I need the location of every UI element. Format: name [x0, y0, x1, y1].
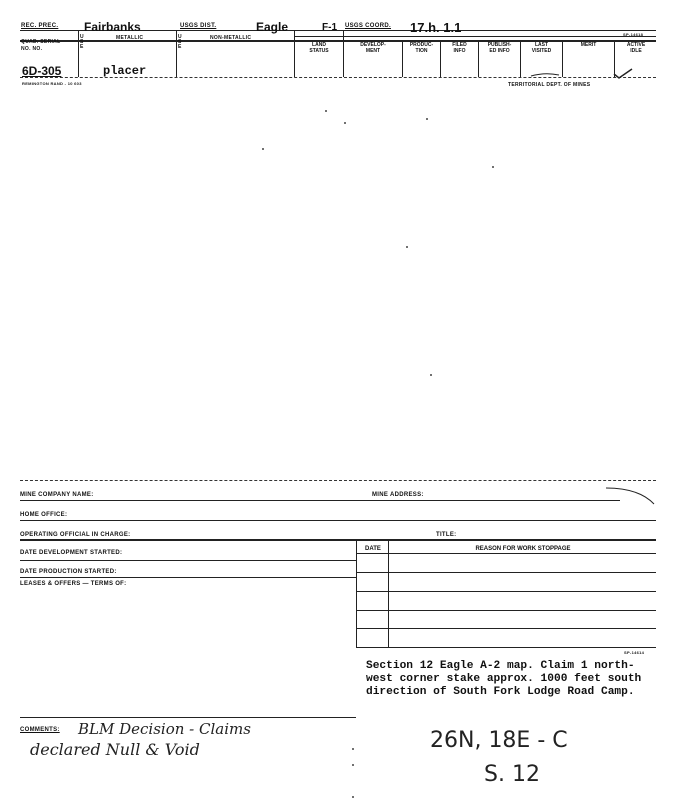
territorial-label: TERRITORIAL DEPT. OF MINES — [508, 82, 591, 88]
last-visited-mark — [530, 72, 560, 78]
usgs-coord-label: USGS COORD. — [345, 23, 391, 29]
mine-company-label: MINE COMPANY NAME: — [20, 492, 94, 498]
quad-serial-label: QUAD. SERIAL — [21, 39, 61, 45]
handwritten-section: S. 12 — [484, 762, 540, 787]
operating-official-label: OPERATING OFFICIAL IN CHARGE: — [20, 532, 131, 538]
metallic-label: METALLIC — [116, 35, 144, 41]
title-label: TITLE: — [436, 532, 457, 538]
date-col-header: DATE — [365, 546, 381, 552]
nonmetallic-codes: U S E — [178, 34, 182, 50]
nonmetallic-label: NON-METALLIC — [210, 35, 252, 41]
date-production-label: DATE PRODUCTION STARTED: — [20, 569, 117, 575]
comments-handwritten-1: BLM Decision - Claims — [78, 720, 251, 738]
col-land-status: LAND STATUS — [309, 42, 329, 54]
handwritten-coordinates: 26N, 18E - C — [430, 728, 568, 753]
comments-label: COMMENTS: — [20, 727, 60, 733]
mine-address-label: MINE ADDRESS: — [372, 492, 424, 498]
checkmark-icon — [612, 66, 638, 80]
col-filed-info: FILED INFO — [452, 42, 467, 54]
rec-prec-label: REC. PREC. — [21, 23, 59, 29]
usgs-dist-value: Eagle — [256, 20, 289, 34]
no-no-label: NO. NO. — [21, 46, 43, 52]
date-development-label: DATE DEVELOPMENT STARTED: — [20, 550, 123, 556]
typed-location-note: Section 12 Eagle A-2 map. Claim 1 north- west corner stake approx. 1000 feet south direction of South Fork Lodge Road Camp. — [366, 660, 642, 698]
leases-label: LEASES & OFFERS — TERMS OF: — [20, 581, 127, 587]
col-merit: MERIT — [580, 42, 597, 48]
usgs-coord-value: 17.h. 1.1 — [410, 20, 462, 35]
col-active-idle: ACTIVE IDLE — [626, 42, 646, 54]
metallic-codes: U S E — [80, 34, 84, 50]
col-last-visited: LAST VISITED — [531, 42, 552, 54]
form-number-top: SP-14618 — [623, 32, 644, 37]
col-development: DEVELOP- MENT — [360, 42, 386, 54]
usgs-dist-label: USGS DIST. — [180, 23, 217, 29]
home-office-label: HOME OFFICE: — [20, 512, 68, 518]
form-number-bottom: SP-14614 — [624, 650, 645, 655]
printer-label: REMINGTON RAND - 10 603 — [22, 81, 82, 86]
district-value: Fairbanks — [84, 20, 141, 34]
pen-stroke — [604, 486, 660, 508]
comments-handwritten-2: declared Null & Void — [30, 740, 200, 759]
col-published-info: PUBLISH- ED INFO — [487, 42, 512, 54]
reason-col-header: REASON FOR WORK STOPPAGE — [475, 546, 571, 552]
type-value: placer — [103, 64, 147, 78]
col-production: PRODUC- TION — [409, 42, 434, 54]
serial-value: 6D-305 — [22, 64, 62, 78]
usgs-dist-extra: F-1 — [322, 22, 337, 33]
